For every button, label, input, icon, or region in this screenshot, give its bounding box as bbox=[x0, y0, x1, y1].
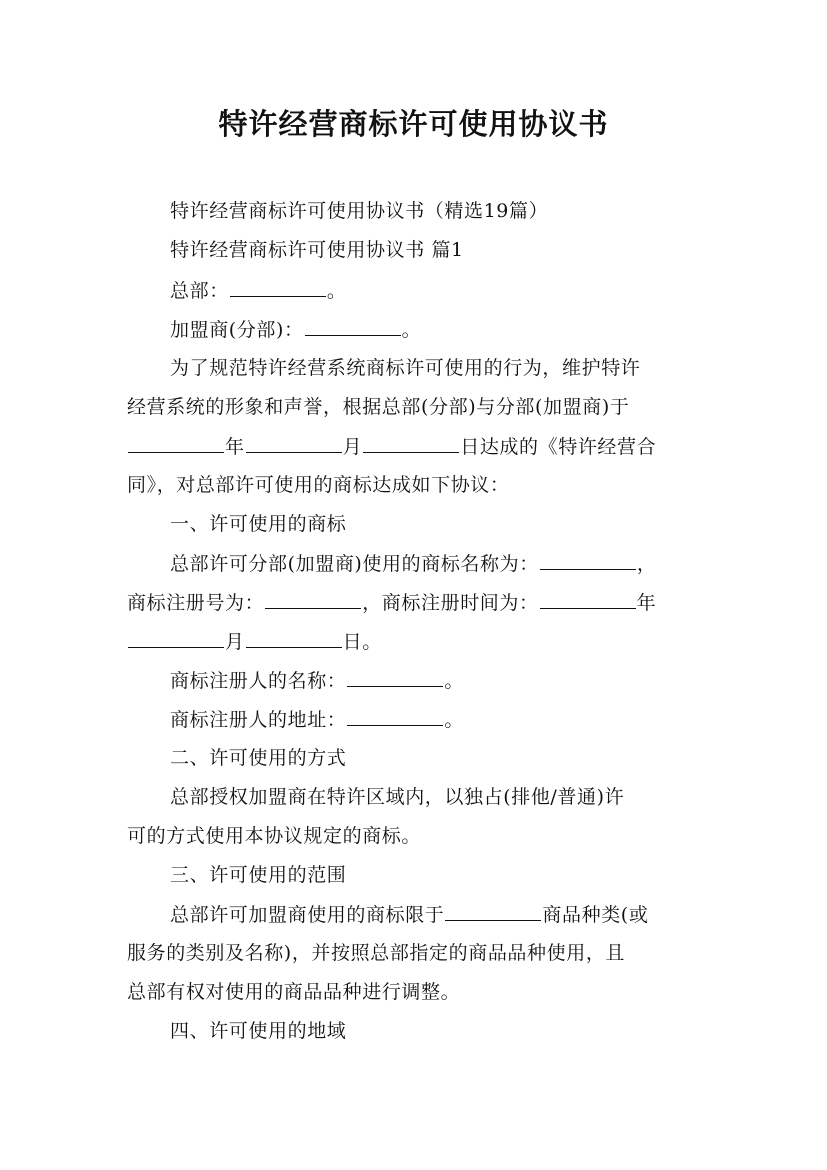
text-segment: 商品种类(或 bbox=[542, 904, 649, 926]
text-segment: 可的方式使用本协议规定的商标。 bbox=[127, 825, 422, 847]
headquarters-line bbox=[170, 278, 750, 303]
fill-blank bbox=[445, 902, 541, 921]
text-segment: 四、许可使用的地域 bbox=[170, 1020, 347, 1042]
text-segment: 商标注册人的名称： bbox=[170, 670, 347, 692]
subtitle-line bbox=[170, 199, 750, 223]
trademark-name-line bbox=[170, 551, 750, 576]
fill-blank bbox=[265, 590, 361, 609]
fill-blank bbox=[305, 317, 401, 336]
registration-line bbox=[127, 590, 707, 615]
text-segment: 。 bbox=[401, 319, 422, 341]
fill-blank bbox=[128, 434, 224, 453]
document-title: 特许经营商标许可使用协议书 bbox=[218, 107, 609, 141]
text-segment: 为了规范特许经营系统商标许可使用的行为，维护特许 bbox=[170, 357, 641, 379]
fill-blank bbox=[230, 278, 326, 297]
text-segment: 年 bbox=[636, 592, 657, 614]
registrant-address-line bbox=[170, 707, 750, 732]
fill-blank bbox=[347, 707, 443, 726]
registrant-name-line bbox=[170, 668, 750, 693]
fill-blank bbox=[128, 629, 224, 648]
text-segment: 。 bbox=[326, 280, 347, 302]
text-segment: 同》，对总部许可使用的商标达成如下协议： bbox=[127, 474, 510, 496]
text-segment: 总部授权加盟商在特许区域内，以独占(排他/普通)许 bbox=[170, 786, 625, 808]
paragraph-line bbox=[170, 356, 750, 380]
paragraph-line bbox=[127, 395, 707, 419]
franchisee-line bbox=[170, 317, 750, 342]
fill-blank bbox=[246, 629, 342, 648]
fill-blank bbox=[347, 668, 443, 687]
text-segment: 一、许可使用的商标 bbox=[170, 513, 347, 535]
paragraph-line bbox=[127, 941, 707, 965]
section-heading bbox=[170, 1019, 750, 1043]
section-heading bbox=[170, 238, 750, 262]
text-segment: ，商标注册时间为： bbox=[362, 592, 539, 614]
paragraph-line bbox=[127, 980, 707, 1004]
text-segment: 总部许可加盟商使用的商标限于 bbox=[170, 904, 445, 926]
text-segment: 总部有权对使用的商品品种进行调整。 bbox=[127, 981, 461, 1003]
text-segment: 月 bbox=[225, 631, 245, 653]
text-segment: 日。 bbox=[342, 631, 382, 653]
text-segment: 三、许可使用的范围 bbox=[170, 864, 347, 886]
section-heading bbox=[170, 512, 750, 536]
text-segment: 日达成的《特许经营合 bbox=[460, 436, 657, 458]
paragraph-line bbox=[127, 473, 707, 497]
text-segment: 加盟商(分部)： bbox=[170, 319, 304, 341]
text-segment: 服务的类别及名称)，并按照总部指定的商品品种使用，且 bbox=[127, 942, 626, 964]
fill-blank bbox=[540, 590, 636, 609]
text-segment: 。 bbox=[444, 670, 465, 692]
text-segment: 总部许可分部(加盟商)使用的商标名称为： bbox=[170, 553, 539, 575]
section-heading bbox=[170, 746, 750, 770]
text-segment: 二、许可使用的方式 bbox=[170, 747, 347, 769]
text-segment: 商标注册号为： bbox=[127, 592, 265, 614]
text-segment: 总部： bbox=[170, 280, 229, 302]
text-segment: 商标注册人的地址： bbox=[170, 709, 347, 731]
section-heading bbox=[170, 863, 750, 887]
text-segment: 年 bbox=[225, 436, 245, 458]
text-segment: 特许经营商标许可使用协议书 篇1 bbox=[170, 239, 464, 261]
paragraph-line bbox=[127, 824, 707, 848]
scope-line bbox=[170, 902, 750, 927]
text-segment: 经营系统的形象和声誉，根据总部(分部)与分部(加盟商)于 bbox=[127, 396, 630, 418]
text-segment: 月 bbox=[342, 436, 363, 458]
paragraph-line bbox=[170, 785, 750, 809]
date-line bbox=[127, 434, 707, 459]
text-segment: ， bbox=[636, 553, 657, 575]
text-segment: 。 bbox=[444, 709, 465, 731]
fill-blank bbox=[540, 551, 636, 570]
fill-blank bbox=[246, 434, 342, 453]
text-segment: 特许经营商标许可使用协议书（精选19篇） bbox=[170, 200, 549, 222]
registration-date-line bbox=[127, 629, 707, 654]
fill-blank bbox=[363, 434, 459, 453]
